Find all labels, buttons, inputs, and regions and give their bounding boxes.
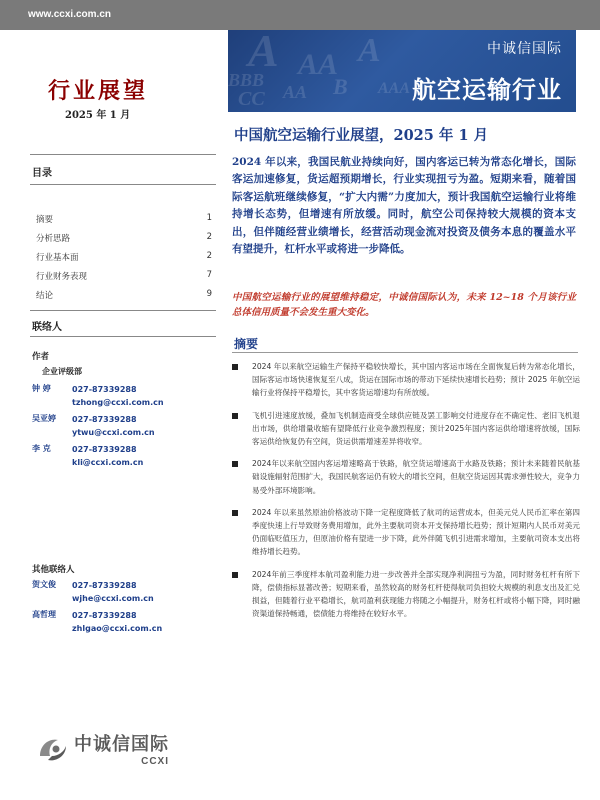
banner-industry-title: 航空运输行业: [412, 76, 562, 104]
banner-deco-letter: CC: [238, 88, 265, 110]
banner-deco-letter: AAA: [378, 80, 411, 97]
toc-item-page: 7: [206, 270, 212, 280]
list-item: [232, 360, 580, 400]
contact-phone: 027-87339288: [72, 581, 137, 590]
toc-item[interactable]: [36, 289, 212, 308]
report-title: 中国航空运输行业展望，2025 年 1 月: [234, 127, 489, 144]
contact-email[interactable]: kli@ccxi.com.cn: [72, 458, 144, 467]
contact-email[interactable]: wjhe@ccxi.com.cn: [72, 594, 154, 603]
toc-heading: 目录: [32, 168, 52, 179]
contact-phone: 027-87339288: [72, 415, 137, 424]
report-type-title: 行业展望: [48, 78, 149, 104]
contact-email[interactable]: ytwu@ccxi.com.cn: [72, 428, 155, 437]
banner-deco-letter: A: [248, 30, 279, 76]
toc-item-label: 摘要: [36, 215, 54, 225]
list-item: [232, 457, 580, 497]
divider: [30, 184, 216, 185]
list-item: [232, 506, 580, 559]
contact-phone: 027-87339288: [72, 611, 137, 620]
contact-entry: [32, 383, 218, 409]
bullet-square-icon: [232, 510, 238, 516]
bullet-square-icon: [232, 413, 238, 419]
outlook-pullquote: 中国航空运输行业的展望维持稳定，中诚信国际认为，未来 12~18 个月该行业总体信用质量不会发生重大变化。: [232, 292, 576, 318]
toc-item-page: 2: [206, 251, 212, 261]
toc-item-label: 行业财务表现: [36, 272, 88, 282]
bullet-text: 2024 年以来虽然原油价格波动下降一定程度降低了航司的运营成本，但美元兑人民币汇率在第四季度快速上行导致财务费用增加，此外主要航司资本开支保持增长趋势；预计短期内人民币对美元仍面临贬值压力，但原油价格有望进一步下降，此外伴随飞机引进需求增加，主要航司资本支出将维持增长趋势。: [252, 507, 580, 557]
contacts-section: [32, 350, 218, 639]
divider: [30, 310, 216, 311]
toc-item[interactable]: [36, 270, 212, 289]
contact-entry: [32, 609, 218, 635]
contact-phone: 027-87339288: [72, 445, 137, 454]
ccxi-logo-icon: [36, 734, 70, 764]
contact-name: 李 克: [32, 444, 51, 453]
bullet-text: 2024年以来航空国内客运增速略高于铁路，航空货运增速高于水路及铁路；预计未来随着民航基础设施辐射范围扩大，我国民航客运仍有较大的增长空间，但航空货运因其需求弹性较大，竞争力易受外部环境影响。: [252, 459, 580, 495]
toc-item[interactable]: [36, 251, 212, 270]
toc-item[interactable]: [36, 232, 212, 251]
bullet-text: 飞机引进速度放缓，叠加飞机制造商受全球供应链及罢工影响交付进度存在不确定性、老旧飞机退出市场，供给增量收缩有望降低行业竞争激烈程度；预计2025年国内客运供给增速将放缓，国际客运供给恢复仍有空间，货运供需增速差异将收窄。: [252, 410, 580, 447]
toc-item[interactable]: [36, 213, 212, 232]
bullet-text: 2024 年以来航空运输生产保持平稳较快增长，其中国内客运市场在全面恢复后转为常态化增长，国际客运市场快速恢复至八成，货运在国际市场的带动下延续快速增长趋势；预计 2025 年航空运输行业将保持平稳增长，其中客货运增速均有所放缓。: [252, 362, 580, 398]
contact-name: 贺文俊: [32, 580, 56, 589]
contact-email[interactable]: zhlgao@ccxi.com.cn: [72, 624, 163, 633]
ccxi-logo: [36, 730, 169, 767]
divider: [30, 154, 216, 155]
summary-paragraph: 2024 年以来，我国民航业持续向好，国内客运已转为常态化增长，国际客运加速修复，货运超预期增长，行业实现扭亏为盈。短期来看，随着国际客运航班继续修复，“扩大内需”力度加大，预计我国航空运输行业将维持增长态势，但增速有所放缓。同时，航空公司保持较大规模的资本支出，但伴随经营业绩增长，经营活动现金流对投资及债务本息的覆盖水平有望提升，杠杆水平或将进一步降低。: [232, 156, 576, 256]
contact-phone: 027-87339288: [72, 385, 137, 394]
top-bar: [0, 0, 600, 30]
toc-item-page: 1: [206, 213, 212, 223]
list-item: [232, 409, 580, 449]
header-banner: [228, 30, 576, 112]
logo-text-cn: 中诚信国际: [74, 734, 169, 755]
table-of-contents: [36, 213, 212, 308]
banner-brand: 中诚信国际: [487, 41, 562, 57]
contact-name: 钟 婷: [32, 384, 51, 393]
logo-text-en: CCXI: [141, 756, 169, 767]
bullet-square-icon: [232, 364, 238, 370]
divider: [30, 336, 216, 337]
authors-heading: 作者: [32, 352, 50, 362]
banner-deco-letter: B: [333, 74, 348, 99]
toc-item-label: 结论: [36, 291, 54, 301]
contacts-heading: 联络人: [32, 322, 62, 333]
contact-entry: [32, 413, 218, 439]
contact-entry: [32, 579, 218, 605]
divider: [232, 352, 578, 353]
list-item: [232, 568, 580, 621]
toc-item-label: 分析思路: [36, 234, 71, 244]
site-url[interactable]: www.ccxi.com.cn: [28, 9, 111, 20]
abstract-heading: 摘要: [234, 337, 259, 351]
other-contacts-heading: 其他联络人: [32, 565, 75, 575]
contact-entry: [32, 443, 218, 469]
sidebar: [0, 30, 228, 800]
contact-name: 高哲理: [32, 610, 56, 619]
banner-deco-letter: AA: [298, 48, 339, 81]
report-date: 2025 年 1 月: [65, 110, 131, 121]
banner-deco-letter: AA: [283, 82, 308, 102]
bullet-text: 2024年前三季度样本航司盈利能力进一步改善并全部实现净利润扭亏为盈，同时财务杠杆有所下降，偿债指标显著改善；短期来看，虽然较高的财务杠杆使得航司负担较大规模的利息支出及汇兑损益，但随着行业平稳增长，航司盈利获现能力将随之小幅提升，财务杠杆或将小幅下降，同时融资渠道保持畅通，偿债能力将维持在较好水平。: [252, 569, 580, 619]
toc-item-page: 9: [206, 289, 212, 299]
bullet-square-icon: [232, 461, 238, 467]
bullet-square-icon: [232, 572, 238, 578]
banner-deco-letter: A: [358, 32, 381, 69]
banner-deco-letter: BBB: [228, 70, 265, 90]
toc-item-page: 2: [206, 232, 212, 242]
department-name: 企业评级部: [42, 367, 82, 376]
abstract-bullets: [232, 360, 580, 629]
toc-item-label: 行业基本面: [36, 253, 79, 263]
contact-email[interactable]: tzhong@ccxi.com.cn: [72, 398, 164, 407]
contact-name: 吴亚婷: [32, 414, 56, 423]
